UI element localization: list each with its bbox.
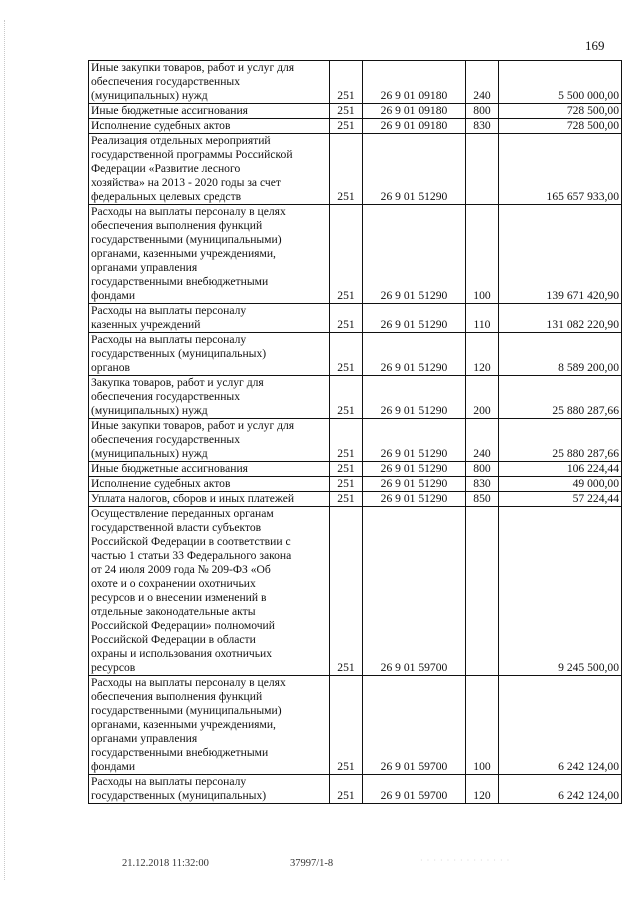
row-ved-cell: 251	[330, 462, 363, 477]
row-sum-cell: 25 880 287,66	[499, 376, 622, 419]
row-csr-cell: 26 9 01 51290	[363, 376, 466, 419]
table-row	[89, 333, 622, 376]
row-csr-cell: 26 9 01 51290	[363, 134, 466, 205]
row-vr-cell: 120	[466, 775, 499, 804]
row-vr-cell: 240	[466, 419, 499, 462]
table-row	[89, 676, 622, 775]
table-row	[89, 376, 622, 419]
row-sum-cell: 8 589 200,00	[499, 333, 622, 376]
row-ved-cell: 251	[330, 492, 363, 507]
row-sum-cell: 49 000,00	[499, 477, 622, 492]
table-row	[89, 419, 622, 462]
row-sum-cell: 728 500,00	[499, 119, 622, 134]
row-ved-cell: 251	[330, 419, 363, 462]
row-ved-cell: 251	[330, 775, 363, 804]
row-name-cell: Иные бюджетные ассигнования	[89, 104, 330, 119]
row-vr-cell: 800	[466, 462, 499, 477]
budget-table	[88, 60, 622, 804]
table-row	[89, 477, 622, 492]
row-name-cell: Расходы на выплаты персоналу государственных (муниципальных)	[89, 775, 330, 804]
row-ved-cell: 251	[330, 676, 363, 775]
row-ved-cell: 251	[330, 477, 363, 492]
page-number: 169	[585, 38, 605, 53]
row-ved-cell: 251	[330, 507, 363, 676]
row-vr-cell: 240	[466, 61, 499, 104]
row-ved-cell: 251	[330, 205, 363, 304]
row-ved-cell: 251	[330, 61, 363, 104]
row-sum-cell: 5 500 000,00	[499, 61, 622, 104]
row-ved-cell: 251	[330, 333, 363, 376]
row-ved-cell: 251	[330, 134, 363, 205]
row-vr-cell: 200	[466, 376, 499, 419]
row-csr-cell: 26 9 01 09180	[363, 61, 466, 104]
row-csr-cell: 26 9 01 51290	[363, 333, 466, 376]
row-name-cell: Исполнение судебных актов	[89, 119, 330, 134]
row-ved-cell: 251	[330, 104, 363, 119]
table-row	[89, 205, 622, 304]
row-name-cell: Исполнение судебных актов	[89, 477, 330, 492]
row-vr-cell	[466, 134, 499, 205]
row-name-cell: Закупка товаров, работ и услуг для обеспечения государственных (муниципальных) нужд	[89, 376, 330, 419]
row-name-cell: Расходы на выплаты персоналу государственных (муниципальных) органов	[89, 333, 330, 376]
footer-document-code: 37997/1-8	[290, 858, 334, 869]
row-csr-cell: 26 9 01 59700	[363, 507, 466, 676]
row-name-cell: Иные закупки товаров, работ и услуг для обеспечения государственных (муниципальных) нужд	[89, 61, 330, 104]
row-csr-cell: 26 9 01 09180	[363, 119, 466, 134]
table-row	[89, 462, 622, 477]
row-name-cell: Осуществление переданных органам государственной власти субъектов Российской Федерации в соответствии с частью 1 статьи 33 Федерального закона от 24 июля 2009 года № 209-ФЗ «Об охоте и о сохранении охотничьих ресурсов и о внесении изменений в отдельные законодательные акты Российской Федерации» полномочий Российской Федерации в области охраны и использования охотничьих ресурсов	[89, 507, 330, 676]
row-vr-cell: 850	[466, 492, 499, 507]
row-name-cell: Расходы на выплаты персоналу казенных учреждений	[89, 304, 330, 333]
row-csr-cell: 26 9 01 51290	[363, 419, 466, 462]
row-sum-cell: 131 082 220,90	[499, 304, 622, 333]
row-sum-cell: 6 242 124,00	[499, 775, 622, 804]
table-row	[89, 134, 622, 205]
row-sum-cell: 25 880 287,66	[499, 419, 622, 462]
row-name-cell: Реализация отдельных мероприятий государственной программы Российской Федерации «Развитие лесного хозяйства» на 2013 - 2020 годы за счет федеральных целевых средств	[89, 134, 330, 205]
row-vr-cell: 100	[466, 205, 499, 304]
row-csr-cell: 26 9 01 59700	[363, 775, 466, 804]
row-vr-cell: 800	[466, 104, 499, 119]
table-row	[89, 119, 622, 134]
row-vr-cell	[466, 507, 499, 676]
row-name-cell: Расходы на выплаты персоналу в целях обеспечения выполнения функций государственными (муниципальными) органами, казенными учреждениями, органами управления государственными внебюджетными фондами	[89, 205, 330, 304]
row-vr-cell: 830	[466, 477, 499, 492]
row-name-cell: Расходы на выплаты персоналу в целях обеспечения выполнения функций государственными (муниципальными) органами, казенными учреждениями, органами управления государственными внебюджетными фондами	[89, 676, 330, 775]
row-sum-cell: 9 245 500,00	[499, 507, 622, 676]
row-csr-cell: 26 9 01 59700	[363, 676, 466, 775]
row-name-cell: Уплата налогов, сборов и иных платежей	[89, 492, 330, 507]
row-csr-cell: 26 9 01 51290	[363, 477, 466, 492]
row-sum-cell: 728 500,00	[499, 104, 622, 119]
table-row	[89, 492, 622, 507]
row-sum-cell: 139 671 420,90	[499, 205, 622, 304]
row-csr-cell: 26 9 01 51290	[363, 462, 466, 477]
faded-stamp: · · · · · · · · · · · · · ·	[420, 856, 511, 865]
row-csr-cell: 26 9 01 51290	[363, 492, 466, 507]
row-sum-cell: 6 242 124,00	[499, 676, 622, 775]
row-ved-cell: 251	[330, 376, 363, 419]
row-csr-cell: 26 9 01 51290	[363, 304, 466, 333]
table-row	[89, 61, 622, 104]
budget-table-body	[89, 61, 622, 804]
row-csr-cell: 26 9 01 51290	[363, 205, 466, 304]
row-vr-cell: 110	[466, 304, 499, 333]
row-sum-cell: 106 224,44	[499, 462, 622, 477]
table-row	[89, 304, 622, 333]
table-row	[89, 775, 622, 804]
row-ved-cell: 251	[330, 119, 363, 134]
table-row	[89, 104, 622, 119]
row-ved-cell: 251	[330, 304, 363, 333]
scan-edge-marks	[4, 20, 11, 880]
row-name-cell: Иные закупки товаров, работ и услуг для обеспечения государственных (муниципальных) нужд	[89, 419, 330, 462]
row-csr-cell: 26 9 01 09180	[363, 104, 466, 119]
row-vr-cell: 830	[466, 119, 499, 134]
row-sum-cell: 165 657 933,00	[499, 134, 622, 205]
row-name-cell: Иные бюджетные ассигнования	[89, 462, 330, 477]
row-vr-cell: 120	[466, 333, 499, 376]
row-vr-cell: 100	[466, 676, 499, 775]
table-row	[89, 507, 622, 676]
row-sum-cell: 57 224,44	[499, 492, 622, 507]
footer-date: 21.12.2018 11:32:00	[122, 858, 209, 869]
